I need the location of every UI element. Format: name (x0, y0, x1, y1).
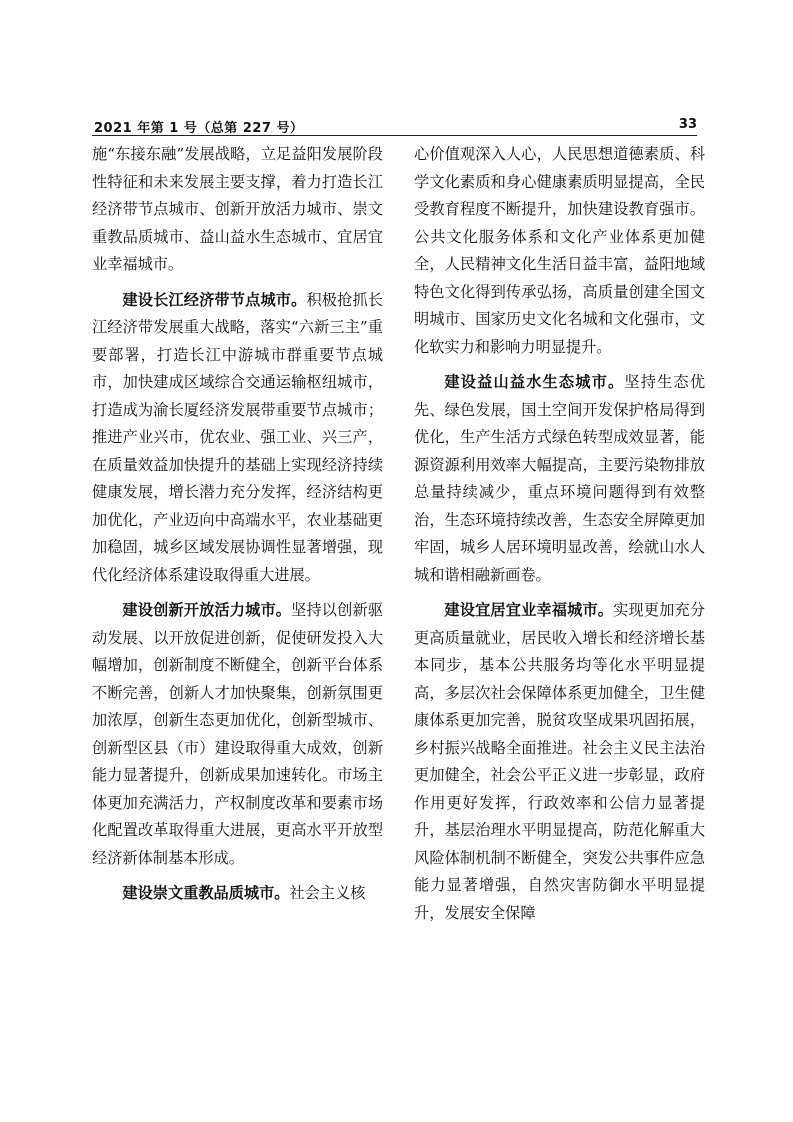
running-header (92, 113, 697, 136)
paragraph-text: 实现更加充分更高质量就业，居民收入增长和经济增长基本同步，基本公共服务均等化水平明显提高，多层次社会保障体系更加健全，卫生健康体系更加完善，脱贫攻坚成果巩固拓展，乡村振兴战略全面推进。社会主义民主法治更加健全，社会公平正义进一步彰显，政府作用更好发挥，行政效率和公信力显著提升，基层治理水平明显提高，防范化解重大风险体制机制不断健全，突发公共事件应急能力显著增强，自然灾害防御水平明显提升，发展安全保障 (414, 601, 706, 922)
page-number: 33 (678, 117, 697, 132)
paragraph-text: 施“东接东融”发展战略，立足益阳发展阶段性特征和未来发展主要支撑，着力打造长江经济带节点城市、创新开放活力城市、崇文重教品质城市、益山益水生态城市、宜居宜业幸福城市。 (92, 145, 383, 273)
issue-label: 2021 年第 1 号（总第 227 号） (94, 121, 304, 136)
paragraph (92, 597, 383, 872)
right-column (414, 141, 705, 935)
paragraph-lead: 建设长江经济带节点城市。 (122, 290, 307, 309)
paragraph-lead: 建设益山益水生态城市。 (444, 373, 625, 391)
paragraph-text: 心价值观深入人心，人民思想道德素质、科学文化素质和身心健康素质明显提高，全民受教育程度不断提升，加快建设教育强市。公共文化服务体系和文化产业体系更加健全，人民精神文化生活日益丰富，益阳地域特色文化得到传承弘扬，高质量创建全国文明城市、国家历史文化名城和文化强市，文化软实力和影响力明显提升。 (414, 145, 705, 356)
paragraph-lead: 建设崇文重教品质城市。 (122, 884, 290, 902)
paragraph-lead: 建设宜居宜业幸福城市。 (444, 601, 614, 619)
paragraph (92, 880, 383, 908)
paragraph-text: 坚持以创新驱动发展、以开放促进创新，促使研发投入大幅增加，创新制度不断健全，创新平台体系不断完善，创新人才加快聚集，创新氛围更加浓厚，创新生态更加优化，创新型城市、创新型区县（市）建设取得重大成效，创新能力显著提升，创新成果加速转化。市场主体更加充满活力，产权制度改革和要素市场化配置改革取得重大进展，更高水平开放型经济新体制基本形成。 (92, 601, 384, 867)
paragraph (414, 597, 705, 927)
paragraph-text: 社会主义核 (289, 884, 366, 902)
paragraph (414, 141, 705, 361)
paragraph (414, 369, 705, 589)
left-column (92, 141, 383, 916)
paragraph (92, 141, 383, 279)
paragraph-text: 坚持生态优先、绿色发展，国土空间开发保护格局得到优化，生产生活方式绿色转型成效显著，能源资源利用效率大幅提高，主要污染物排放总量持续减少，重点环境问题得到有效整治，生态环境持续改善，生态安全屏障更加牢固，城乡人居环境明显改善，绘就山水人城和谐相融新画卷。 (414, 373, 706, 584)
paragraph (92, 287, 383, 590)
paragraph-text: 积极抢抓长江经济带发展重大战略，落实“六新三主”重要部署，打造长江中游城市群重要节点城市，加快建成区域综合交通运输枢纽城市，打造成为渝长厦经济发展带重要节点城市；推进产业兴市，优农业、强工业、兴三产，在质量效益加快提升的基础上实现经济持续健康发展，增长潜力充分发挥，经济结构更加优化，产业迈向中高端水平，农业基础更加稳固，城乡区域发展协调性显著增强，现代化经济体系建设取得重大进展。 (92, 290, 384, 584)
paragraph-lead: 建设创新开放活力城市。 (122, 601, 292, 619)
